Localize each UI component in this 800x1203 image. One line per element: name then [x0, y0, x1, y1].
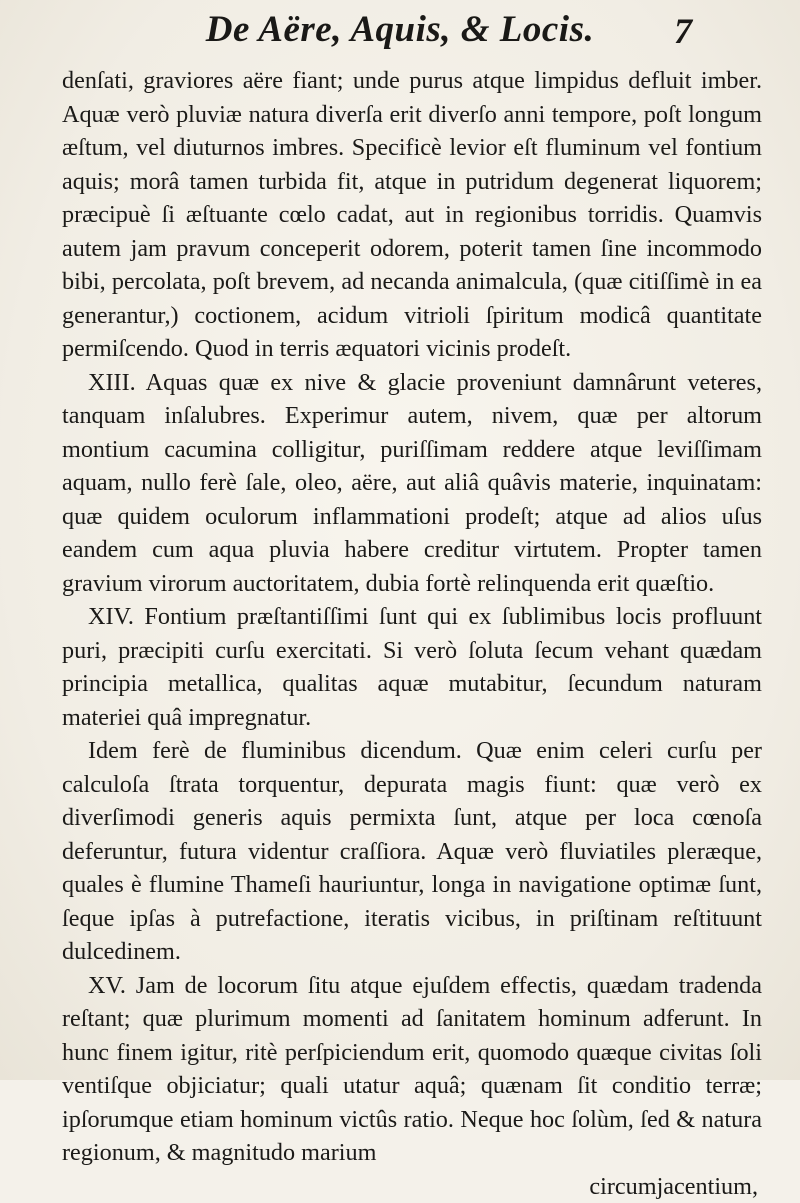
paragraph-xiv	[62, 600, 762, 734]
paragraph-text: denſati, graviores aëre fiant; unde purus atque limpidus defluit imber. Aquæ verò pluviæ natura diverſa erit diverſo anni tempore, poſt longum æſtum, vel diuturnos imbres. Specificè levior eſt fluminum vel fontium aquis; morâ tamen turbida fit, atque in putridum degenerat liquorem; præcipuè ſi æſtuante cœlo cadat, aut in regionibus torridis. Quamvis autem jam pravum conceperit odorem, poterit tamen ſine incommodo bibi, percolata, poſt brevem, ad necanda animalcula, (quæ citiſſimè in ea generantur,) coctionem, acidum vitrioli ſpiritum modicâ quantitate permiſcendo. Quod in terris æquatori vicinis prodeſt.	[62, 67, 762, 362]
page-number: 7	[674, 10, 692, 52]
catchword: circumjacentium,	[62, 1170, 762, 1203]
paragraph-text: Jam de locorum ſitu atque ejuſdem effectis, quædam tradenda reſtant; quæ plurimum momenti ad ſanitatem hominum adferunt. In hunc finem igitur, ritè perſpiciendum erit, quomodo quæque civitas ſoli ventiſque objiciatur; quali utatur aquâ; quænam ſit conditio terræ; ipſorumque etiam hominum victûs ratio. Neque hoc ſolùm, ſed & natura regionum, & magnitudo marium	[62, 972, 762, 1167]
paragraph-xv	[62, 969, 762, 1170]
paragraph-text: Fontium præſtantiſſimi ſunt qui ex ſublimibus locis profluunt puri, præcipiti curſu exercitati. Si verò ſoluta ſecum vehant quædam principia metallica, qualitas aquæ mutabitur, ſecundum naturam materiei quâ impregnatur.	[62, 603, 762, 731]
running-head-title: De Aëre, Aquis, & Locis.	[140, 8, 660, 51]
paragraph-number: XV.	[88, 972, 126, 999]
body-text	[62, 64, 762, 1203]
paragraph-number: XIII.	[88, 369, 136, 396]
paragraph-text: Aquas quæ ex nive & glacie proveniunt damnârunt veteres, tanquam inſalubres. Experimur autem, nivem, quæ per altorum montium cacumina colligitur, puriſſimam reddere atque leviſſimam aquam, nullo ferè ſale, oleo, aëre, aut aliâ quâvis materie, inquinatam: quæ quidem oculorum inflammationi prodeſt; atque ad alios uſus eandem cum aqua pluvia habere creditur virtutem. Propter tamen gravium virorum auctoritatem, dubia fortè relinquenda erit quæſtio.	[62, 369, 762, 597]
paragraph-idem	[62, 734, 762, 969]
paragraph-number: XIV.	[88, 603, 134, 630]
paragraph-xiii	[62, 366, 762, 601]
paragraph-continuation	[62, 64, 762, 366]
paragraph-text: Idem ferè de fluminibus dicendum. Quæ enim celeri curſu per calculoſa ſtrata torquentur, depurata magis fiunt: quæ verò ex diverſimodi generis aquis permixta ſunt, atque per loca cœnoſa deferuntur, futura videntur craſſiora. Aquæ verò fluviatiles pleræque, quales è flumine Thameſi hauriuntur, longa in navigatione optimæ ſunt, ſeque ipſas à putrefactione, iteratis vicibus, in priſtinam reſtituunt dulcedinem.	[62, 737, 762, 965]
